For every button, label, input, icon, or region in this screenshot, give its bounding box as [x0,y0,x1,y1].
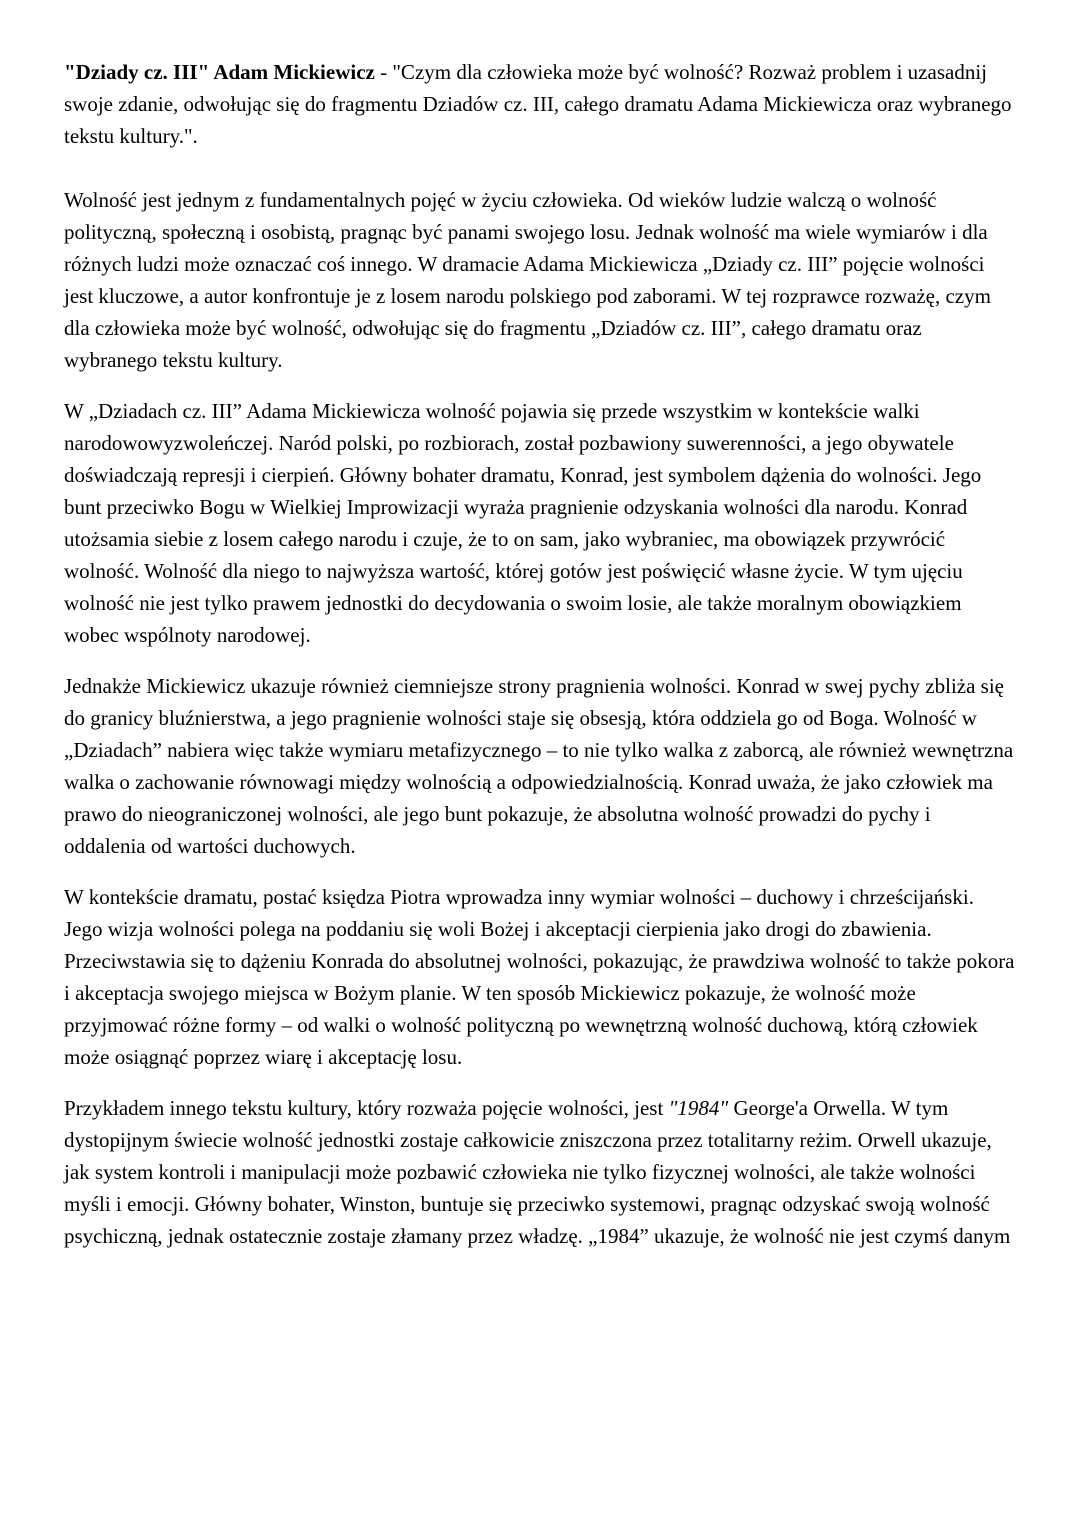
paragraph-1: Wolność jest jednym z fundamentalnych pojęć w życiu człowieka. Od wieków ludzie walczą o wolność polityczną, społeczną i osobistą, pragnąc być panami swojego losu. Jednak wolność ma wiele wymiarów i dla różnych ludzi może oznaczać coś innego. W dramacie Adama Mickiewicza „Dziady cz. III” pojęcie wolności jest kluczowe, a autor konfrontuje je z losem narodu polskiego pod zaborami. W tej rozprawce rozważę, czym dla człowieka może być wolność, odwołując się do fragmentu „Dziadów cz. III”, całego dramatu oraz wybranego tekstu kultury. [64,188,991,372]
essay-prompt-separator: - [374,60,393,84]
paragraph-3: Jednakże Mickiewicz ukazuje również ciemniejsze strony pragnienia wolności. Konrad w swej pychy zbliża się do granicy bluźnierstwa, a jego pragnienie wolności staje się obsesją, która oddziela go od Boga. Wolność w „Dziadach” nabiera więc także wymiaru metafizycznego – to nie tylko walka z zaborcą, ale również wewnętrzna walka o zachowanie równowagi między wolnością a odpowiedzialnością. Konrad uważa, że jako człowiek ma prawo do nieograniczonej wolności, ale jego bunt pokazuje, że absolutna wolność prowadzi do pychy i oddalenia od wartości duchowych. [64,674,1014,858]
essay-prompt [64,56,1016,152]
paragraph-5-title-1984: "1984" [668,1096,729,1120]
paragraph-2: W „Dziadach cz. III” Adama Mickiewicza wolność pojawia się przede wszystkim w kontekście walki narodowowyzwoleńczej. Naród polski, po rozbiorach, został pozbawiony suwerenności, a jego obywatele doświadczają represji i cierpień. Główny bohater dramatu, Konrad, jest symbolem dążenia do wolności. Jego bunt przeciwko Bogu w Wielkiej Improwizacji wyraża pragnienie odzyskania wolności dla narodu. Konrad utożsamia siebie z losem całego narodu i czuje, że to on sam, jako wybraniec, ma obowiązek przywrócić wolność. Wolność dla niego to najwyższa wartość, której gotów jest poświęcić własne życie. W tym ujęciu wolność nie jest tylko prawem jednostki do decydowania o swoim losie, ale także moralnym obowiązkiem wobec wspólnoty narodowej. [64,399,982,647]
essay-prompt-title: "Dziady cz. III" Adam Mickiewicz [64,60,375,84]
paragraph-5-seg-1: Przykładem innego tekstu kultury, który rozważa pojęcie wolności, jest [64,1096,669,1120]
prompt-body-spacer [64,152,1016,184]
document-body [64,56,1016,1252]
paragraph-4: W kontekście dramatu, postać księdza Piotra wprowadza inny wymiar wolności – duchowy i chrześcijański. Jego wizja wolności polega na poddaniu się woli Bożej i akceptacji cierpienia jako drogi do zbawienia. Przeciwstawia się to dążeniu Konrada do absolutnej wolności, pokazując, że prawdziwa wolność to także pokora i akceptacja swojego miejsca w Bożym planie. W ten sposób Mickiewicz pokazuje, że wolność może przyjmować różne formy – od walki o wolność polityczną po wewnętrzną wolność duchową, którą człowiek może osiągnąć poprzez wiarę i akceptację losu. [64,885,1015,1069]
paragraph-5 [64,1092,1016,1252]
paragraph-5-seg-3: George'a Orwella. W tym dystopijnym świecie wolność jednostki zostaje całkowicie zniszczona przez totalitarny reżim. Orwell ukazuje, jak system kontroli i manipulacji może pozbawić człowieka nie tylko fizycznej wolności, ale także wolności myśli i emocji. Główny bohater, Winston, buntuje się przeciwko systemowi, pragnąc odzyskać swoją wolność psychiczną, jednak ostatecznie zostaje złamany przez władzę. „1984” ukazuje, że wolność nie jest czymś danym [64,1096,1011,1248]
essay-prompt-question: "Czym dla człowieka może być wolność? Rozważ problem i uzasadnij swoje zdanie, odwołując się do fragmentu Dziadów cz. III, całego dramatu Adama Mickiewicza oraz wybranego tekstu kultury.". [64,60,1012,148]
